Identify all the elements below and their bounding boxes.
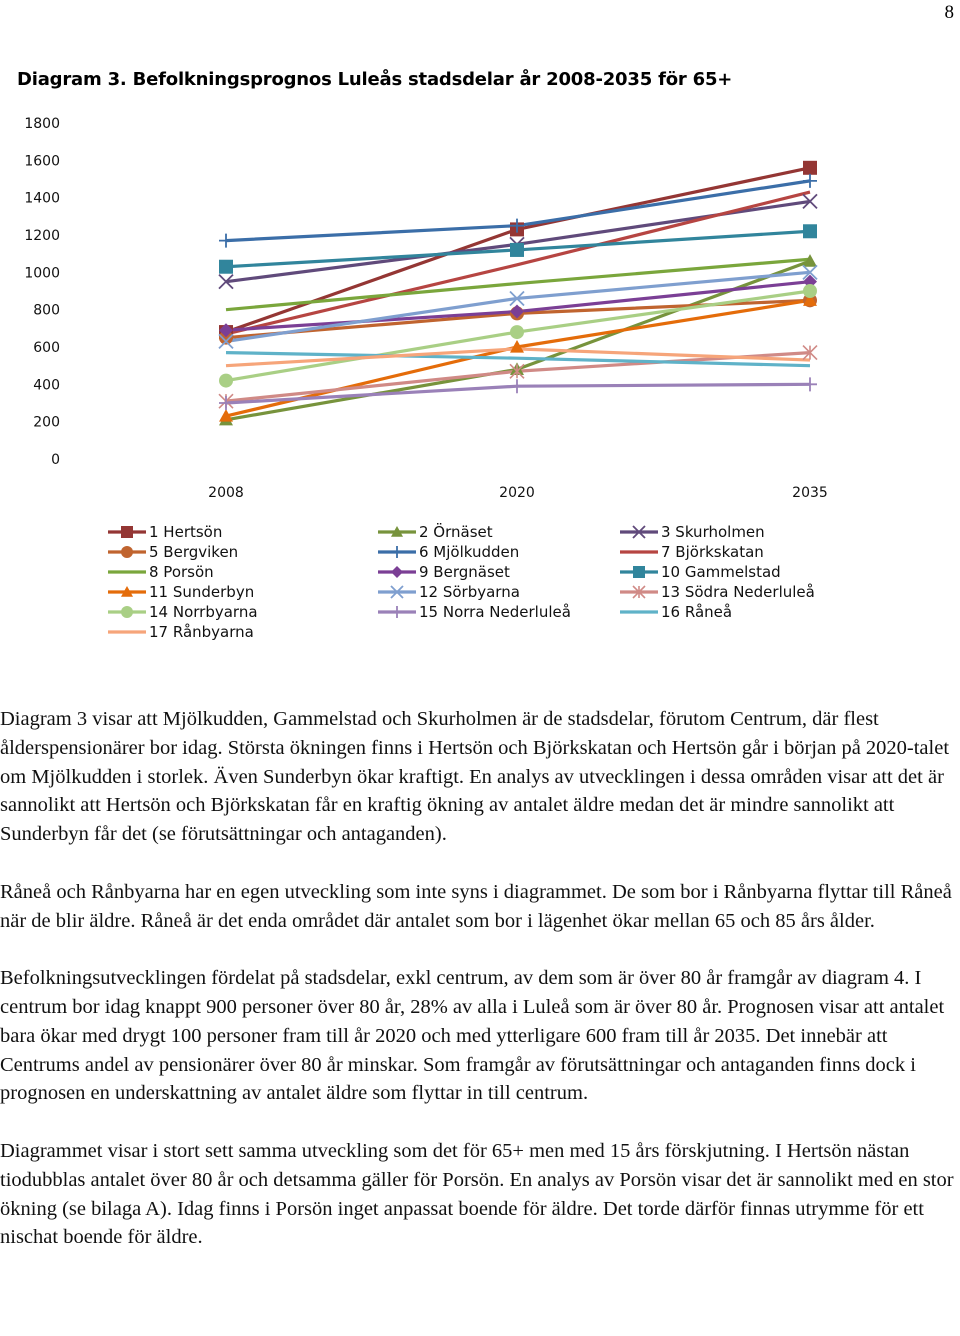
legend-label: 13 Södra Nederluleå xyxy=(661,583,815,601)
data-point-marker xyxy=(803,377,817,391)
legend-item xyxy=(378,522,493,542)
legend-swatch xyxy=(108,584,146,600)
legend-swatch xyxy=(108,524,146,540)
legend-label: 11 Sunderbyn xyxy=(149,583,255,601)
legend-label: 14 Norrbyarna xyxy=(149,603,258,621)
data-point-marker xyxy=(121,606,133,618)
data-point-marker xyxy=(391,606,403,618)
data-point-marker xyxy=(803,174,817,188)
legend-label: 12 Sörbyarna xyxy=(419,583,520,601)
legend-item xyxy=(108,582,254,602)
paragraph-2: Råneå och Rånbyarna har en egen utveckling som inte syns i diagrammet. De som bor i Rånbyarna flyttar till Råneå när de blir äldre. Råneå är det enda området där antalet som bor i lägenhet ökar mellan 65 och 85 års ålder. xyxy=(0,880,952,932)
legend-label: 16 Råneå xyxy=(661,603,733,621)
legend-item xyxy=(108,522,222,542)
page-number: 8 xyxy=(944,2,954,23)
data-point-marker xyxy=(219,260,233,274)
legend-label: 17 Rånbyarna xyxy=(149,623,254,641)
legend-item xyxy=(108,602,258,622)
legend-swatch xyxy=(108,604,146,620)
legend-label: 3 Skurholmen xyxy=(661,523,765,541)
x-tick-label: 2020 xyxy=(499,485,535,501)
legend-swatch xyxy=(108,624,146,640)
data-point-marker xyxy=(510,325,524,339)
y-tick-label: 800 xyxy=(33,302,60,319)
legend-label: 15 Norra Nederluleå xyxy=(419,603,571,621)
legend-item xyxy=(378,542,519,562)
legend-item xyxy=(378,582,520,602)
x-tick-label: 2008 xyxy=(208,485,244,501)
legend-item xyxy=(620,582,815,602)
legend-label: 6 Mjölkudden xyxy=(419,543,520,561)
legend-swatch xyxy=(378,584,416,600)
legend-label: 5 Bergviken xyxy=(149,543,239,561)
legend-label: 8 Porsön xyxy=(149,563,214,581)
legend-swatch xyxy=(378,604,416,620)
data-point-marker xyxy=(391,566,403,578)
data-point-marker xyxy=(803,161,817,175)
paragraph-4: Diagrammet visar i stort sett samma utveckling som det för 65+ men med 15 års förskjutning. I Hertsön nästan tiodubblas antalet över 80 år och detsamma gäller för Porsön. En analys av Porsön visar det är sannolikt med en stor ökning (se bilaga A). Idag finns i Porsön inget anpassat boende för äldre. Det torde därför finnas utrymme för ett nischat boende för äldre. xyxy=(0,1139,954,1249)
legend-item xyxy=(378,602,571,622)
legend-swatch xyxy=(620,604,658,620)
data-point-marker xyxy=(391,546,403,558)
y-tick-label: 1400 xyxy=(24,190,60,207)
legend-label: 10 Gammelstad xyxy=(661,563,781,581)
data-point-marker xyxy=(121,546,133,558)
legend-item xyxy=(108,542,238,562)
data-point-marker xyxy=(803,284,817,298)
y-tick-label: 200 xyxy=(33,414,60,431)
legend-swatch xyxy=(378,544,416,560)
legend-swatch xyxy=(108,564,146,580)
data-point-marker xyxy=(633,566,645,578)
legend-label: 7 Björkskatan xyxy=(661,543,764,561)
paragraph-3: Befolkningsutvecklingen fördelat på stadsdelar, exkl centrum, av dem som är över 80 år framgår av diagram 4. I centrum bor idag knappt 900 personer över 80 år, 28% av alla i Luleå som är över 80 år. Prognosen visar att antalet bara ökar med drygt 100 personer fram till år 2020 och med ytterligare 600 fram till år 2035. Det innebär att Centrums andel av pensionärer över 80 år minskar. Som framgår av förutsättningar och antaganden finns dock i prognosen en underskattning av antalet äldre som flyttar in till centrum. xyxy=(0,967,945,1105)
legend-swatch xyxy=(378,564,416,580)
data-point-marker xyxy=(219,396,233,410)
paragraph-1: Diagram 3 visar att Mjölkudden, Gammelstad och Skurholmen är de stadsdelar, förutom Centrum, där flest ålderspensionärer bor idag. Största ökningen finns i Hertsön och Björkskatan och Hertsön går i början på 2020-talet om Mjölkudden i storlek. Även Sunderbyn ökar kraftigt. En analys av utvecklingen i dessa områden visar att det är sannolikt att Hertsön och Björkskatan får en kraftig ökning av antalet äldre medan det är mindre sannolikt att Sunderbyn får det (se förutsättningar och antaganden). xyxy=(0,708,950,846)
data-point-marker xyxy=(510,379,524,393)
legend-swatch xyxy=(108,544,146,560)
legend-swatch xyxy=(620,544,658,560)
x-axis-ticks xyxy=(208,485,828,501)
legend-item xyxy=(108,562,214,582)
y-tick-label: 1600 xyxy=(24,153,60,170)
legend-item xyxy=(620,562,781,582)
legend-item xyxy=(620,542,764,562)
y-tick-label: 600 xyxy=(33,340,60,356)
legend-item xyxy=(108,622,254,642)
legend-label: 2 Örnäset xyxy=(419,523,493,541)
y-tick-label: 400 xyxy=(33,377,60,394)
series-lines xyxy=(226,168,810,420)
legend-item xyxy=(620,522,765,542)
y-tick-label: 0 xyxy=(51,452,60,468)
legend-label: 9 Bergnäset xyxy=(419,563,510,581)
line-chart xyxy=(0,100,960,510)
legend-swatch xyxy=(378,524,416,540)
legend-item xyxy=(620,602,732,622)
data-point-marker xyxy=(219,374,233,388)
x-tick-label: 2035 xyxy=(792,485,828,501)
y-tick-label: 1200 xyxy=(24,228,60,244)
legend-swatch xyxy=(620,524,658,540)
y-axis-ticks xyxy=(24,116,60,468)
y-tick-label: 1000 xyxy=(24,265,60,282)
diagram-title: Diagram 3. Befolkningsprognos Luleås stadsdelar år 2008-2035 för 65+ xyxy=(17,69,733,90)
legend-swatch xyxy=(620,584,658,600)
legend-item xyxy=(378,562,510,582)
data-point-marker xyxy=(219,234,233,248)
data-point-marker xyxy=(803,224,817,238)
body-text xyxy=(0,705,958,1281)
legend-label: 1 Hertsön xyxy=(149,523,223,541)
data-point-marker xyxy=(121,526,133,538)
data-point-marker xyxy=(510,243,524,257)
legend-swatch xyxy=(620,564,658,580)
y-tick-label: 1800 xyxy=(24,116,60,132)
